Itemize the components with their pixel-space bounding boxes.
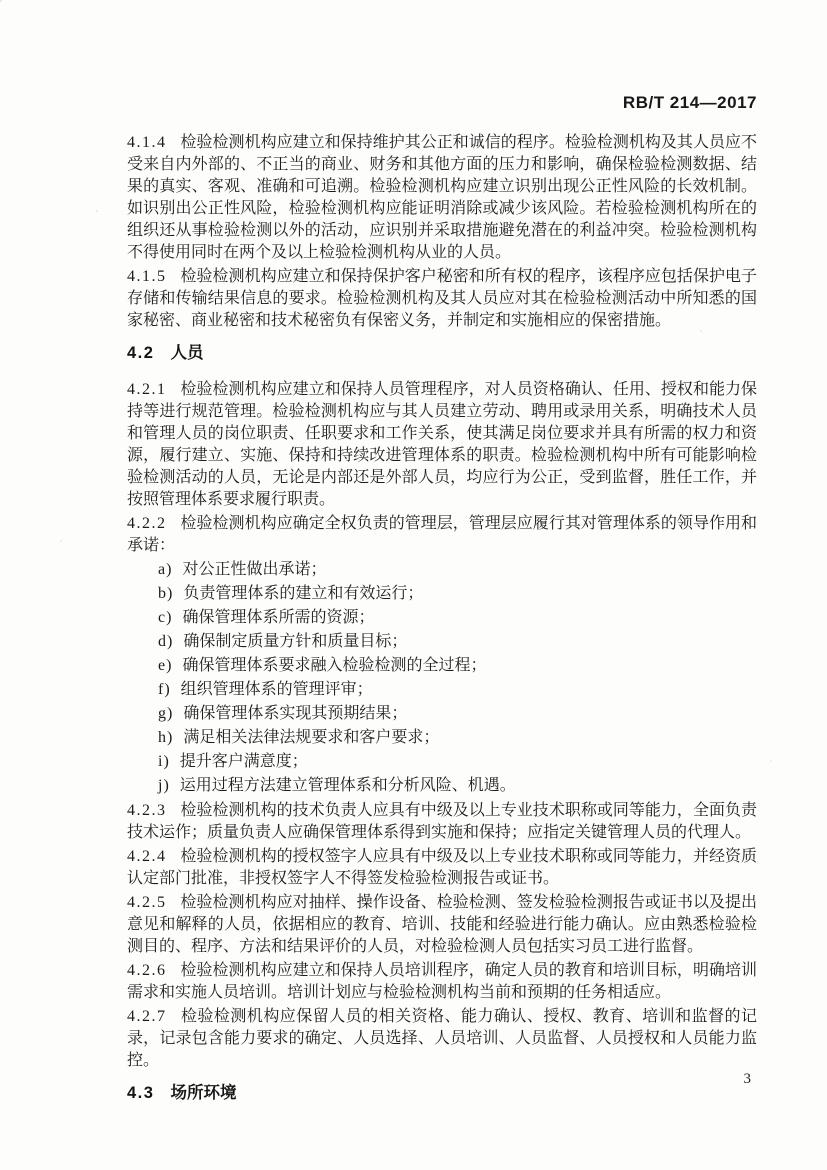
list-item-text: 对公正性做出承诺； bbox=[182, 561, 327, 578]
heading-4-3-premises-environment bbox=[127, 1081, 757, 1105]
list-item-f bbox=[158, 679, 757, 701]
list-item-i bbox=[158, 751, 757, 773]
list-item-text: 组织管理体系的管理评审； bbox=[180, 681, 373, 698]
clause-number: 4.2.4 bbox=[127, 848, 167, 865]
list-item-text: 确保管理体系所需的资源； bbox=[182, 609, 375, 626]
clause-text: 检验检测机构应建立和保持维护其公正和诚信的程序。检验检测机构及其人员应不受来自内外部的、不正当的商业、财务和其他方面的压力和影响，确保检验检测数据、结果的真实、客观、准确和可追溯。检验检测机构应建立识别出现公正性风险的长效机制。如识别出公正性风险，检验检测机构应能证明消除或减少该风险。若检验检测机构所在的组织还从事检验检测以外的活动，应识别并采取措施避免潜在的利益冲突。检验检测机构不得使用同时在两个及以上检验检测机构从业的人员。 bbox=[127, 134, 757, 261]
standard-number-header: RB/T 214—2017 bbox=[622, 93, 757, 112]
clause-text: 检验检测机构应建立和保持保护客户秘密和所有权的程序，该程序应包括保护电子存储和传输结果信息的要求。检验检测机构及其人员应对其在检验检测活动中所知悉的国家秘密、商业秘密和技术秘密负有保密义务，并制定和实施相应的保密措施。 bbox=[127, 268, 757, 329]
list-item-a bbox=[158, 559, 757, 581]
clause-text: 检验检测机构应确定全权负责的管理层，管理层应履行其对管理体系的领导作用和承诺： bbox=[127, 515, 757, 554]
list-item-text: 确保制定质量方针和质量目标； bbox=[183, 633, 408, 650]
heading-number: 4.3 bbox=[127, 1084, 155, 1102]
clause-number: 4.2.6 bbox=[127, 962, 167, 979]
list-marker: j) bbox=[158, 777, 170, 794]
clause-text: 检验检测机构的授权签字人应具有中级及以上专业技术职称或同等能力，并经资质认定部门批准，非授权签字人不得签发检验检测报告或证书。 bbox=[127, 848, 757, 887]
list-marker: d) bbox=[158, 633, 174, 650]
clause-4-1-4 bbox=[127, 132, 757, 264]
clause-4-2-1 bbox=[127, 379, 757, 511]
management-commitment-list bbox=[127, 559, 757, 797]
clause-4-2-4 bbox=[127, 846, 757, 890]
list-marker: c) bbox=[158, 609, 173, 626]
clause-4-2-7 bbox=[127, 1006, 757, 1072]
list-marker: b) bbox=[158, 585, 174, 602]
clause-4-2-6 bbox=[127, 960, 757, 1004]
heading-title: 人员 bbox=[170, 344, 204, 362]
clause-text: 检验检测机构的技术负责人应具有中级及以上专业技术职称或同等能力，全面负责技术运作；质量负责人应确保管理体系得到实施和保持；应指定关键管理人员的代理人。 bbox=[127, 802, 757, 841]
heading-4-2-personnel bbox=[127, 341, 757, 365]
list-marker: h) bbox=[158, 729, 174, 746]
list-marker: e) bbox=[158, 657, 173, 674]
list-marker: g) bbox=[158, 705, 174, 722]
scan-noise-speckles bbox=[0, 0, 2, 2]
list-item-text: 确保管理体系要求融入检验检测的全过程； bbox=[182, 657, 487, 674]
list-item-text: 确保管理体系实现其预期结果； bbox=[183, 705, 408, 722]
clause-number: 4.1.5 bbox=[127, 268, 167, 285]
clause-text: 检验检测机构应对抽样、操作设备、检验检测、签发检验检测报告或证书以及提出意见和解释的人员，依据相应的教育、培训、技能和经验进行能力确认。应由熟悉检验检测目的、程序、方法和结果评价的人员，对检验检测人员包括实习员工进行监督。 bbox=[127, 894, 757, 955]
list-marker: i) bbox=[158, 753, 170, 770]
list-item-text: 负责管理体系的建立和有效运行； bbox=[183, 585, 424, 602]
document-content bbox=[127, 132, 757, 1119]
list-item-d bbox=[158, 631, 757, 653]
clause-text: 检验检测机构应建立和保持人员培训程序，确定人员的教育和培训目标，明确培训需求和实施人员培训。培训计划应与检验检测机构当前和预期的任务相适应。 bbox=[127, 962, 757, 1001]
heading-number: 4.2 bbox=[127, 344, 155, 362]
list-item-text: 满足相关法律法规要求和客户要求； bbox=[183, 729, 440, 746]
list-item-c bbox=[158, 607, 757, 629]
clause-number: 4.2.2 bbox=[127, 515, 167, 532]
list-item-text: 提升客户满意度； bbox=[179, 753, 308, 770]
list-item-e bbox=[158, 655, 757, 677]
clause-4-2-3 bbox=[127, 800, 757, 844]
clause-4-2-2 bbox=[127, 513, 757, 557]
page-number: 3 bbox=[743, 1071, 751, 1087]
clause-4-2-5 bbox=[127, 892, 757, 958]
list-item-h bbox=[158, 727, 757, 749]
list-item-g bbox=[158, 703, 757, 725]
clause-number: 4.2.5 bbox=[127, 894, 167, 911]
heading-title: 场所环境 bbox=[170, 1084, 237, 1102]
clause-4-1-5 bbox=[127, 266, 757, 332]
clause-number: 4.1.4 bbox=[127, 134, 167, 151]
clause-number: 4.2.1 bbox=[127, 381, 167, 398]
list-item-j bbox=[158, 775, 757, 797]
list-marker: f) bbox=[158, 681, 171, 698]
list-item-b bbox=[158, 583, 757, 605]
clause-number: 4.2.7 bbox=[127, 1008, 167, 1025]
clause-text: 检验检测机构应保留人员的相关资格、能力确认、授权、教育、培训和监督的记录，记录包含能力要求的确定、人员选择、人员培训、人员监督、人员授权和人员能力监控。 bbox=[127, 1008, 757, 1069]
list-marker: a) bbox=[158, 561, 173, 578]
clause-text: 检验检测机构应建立和保持人员管理程序，对人员资格确认、任用、授权和能力保持等进行规范管理。检验检测机构应与其人员建立劳动、聘用或录用关系，明确技术人员和管理人员的岗位职责、任职要求和工作关系，使其满足岗位要求并具有所需的权力和资源，履行建立、实施、保持和持续改进管理体系的职责。检验检测机构中所有可能影响检验检测活动的人员，无论是内部还是外部人员，均应行为公正，受到监督，胜任工作，并按照管理体系要求履行职责。 bbox=[127, 381, 757, 508]
clause-number: 4.2.3 bbox=[127, 802, 167, 819]
list-item-text: 运用过程方法建立管理体系和分析风险、机遇。 bbox=[179, 777, 516, 794]
